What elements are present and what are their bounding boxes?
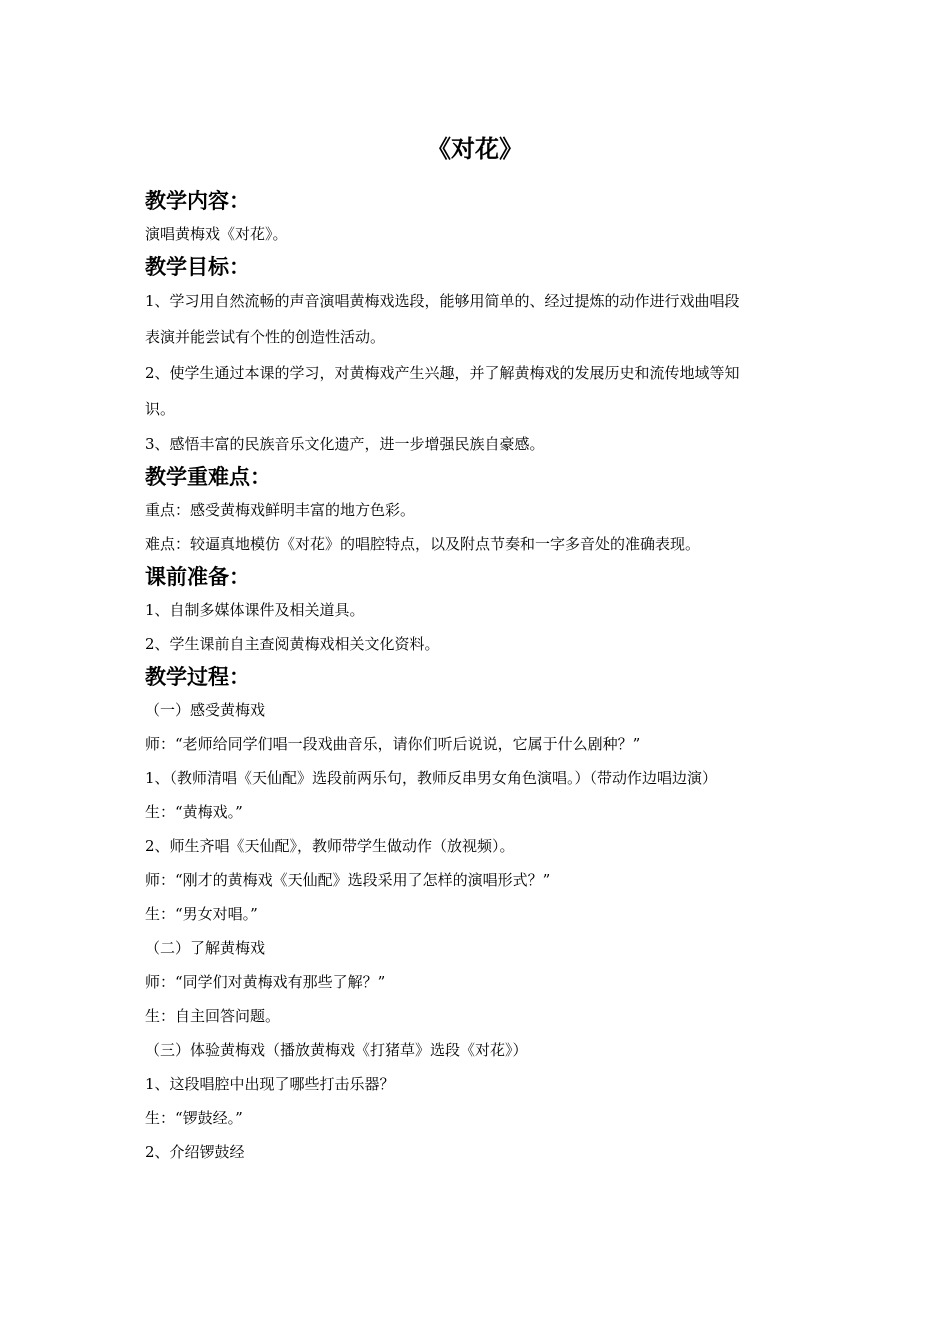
paragraph: 2、学生课前自主查阅黄梅戏相关文化资料。 [145, 635, 440, 653]
paragraph: （二）了解黄梅戏 [145, 939, 266, 957]
section-heading: 教学目标： [145, 255, 250, 279]
paragraph: 2、介绍锣鼓经 [145, 1143, 245, 1161]
paragraph: 生：“锣鼓经。” [145, 1109, 243, 1127]
paragraph: 生：“男女对唱。” [145, 905, 258, 923]
document-title: 《对花》 [427, 135, 523, 163]
paragraph: 表演并能尝试有个性的创造性活动。 [145, 328, 386, 346]
paragraph: 师：“刚才的黄梅戏《天仙配》选段采用了怎样的演唱形式？” [145, 871, 551, 889]
paragraph: （一）感受黄梅戏 [145, 701, 266, 719]
paragraph: 1、学习用自然流畅的声音演唱黄梅戏选段，能够用简单的、经过提炼的动作进行戏曲唱段 [145, 292, 740, 310]
paragraph: 师：“老师给同学们唱一段戏曲音乐，请你们听后说说，它属于什么剧种？” [145, 735, 641, 753]
section-heading: 教学内容： [145, 189, 250, 213]
section-key-points [145, 461, 815, 561]
paragraph: 生：自主回答问题。 [145, 1007, 281, 1025]
paragraph: 3、感悟丰富的民族音乐文化遗产，进一步增强民族自豪感。 [145, 435, 545, 453]
section-heading: 课前准备： [145, 565, 250, 589]
paragraph: 1、这段唱腔中出现了哪些打击乐器？ [145, 1075, 395, 1093]
paragraph: 1、自制多媒体课件及相关道具。 [145, 601, 365, 619]
paragraph: 生：“黄梅戏。” [145, 803, 243, 821]
paragraph: 师：“同学们对黄梅戏有那些了解？” [145, 973, 386, 991]
paragraph: 重点：感受黄梅戏鲜明丰富的地方色彩。 [145, 501, 416, 519]
section-teaching-process [145, 661, 815, 1169]
section-teaching-content [145, 185, 815, 251]
paragraph: 1、（教师清唱《天仙配》选段前两乐句，教师反串男女角色演唱。）（带动作边唱边演） [145, 769, 718, 787]
paragraph: 难点：较逼真地模仿《对花》的唱腔特点，以及附点节奏和一字多音处的准确表现。 [145, 535, 701, 553]
section-preparation [145, 561, 815, 661]
paragraph: 识。 [145, 400, 176, 418]
paragraph: 演唱黄梅戏《对花》。 [145, 225, 288, 243]
section-teaching-goals [145, 251, 815, 461]
section-heading: 教学重难点： [145, 465, 271, 489]
paragraph: 2、使学生通过本课的学习，对黄梅戏产生兴趣，并了解黄梅戏的发展历史和流传地域等知 [145, 364, 740, 382]
section-heading: 教学过程： [145, 665, 250, 689]
document-body [145, 185, 815, 1169]
paragraph: 2、师生齐唱《天仙配》，教师带学生做动作（放视频）。 [145, 837, 515, 855]
paragraph: （三）体验黄梅戏（播放黄梅戏《打猪草》选段《对花》） [145, 1041, 528, 1059]
